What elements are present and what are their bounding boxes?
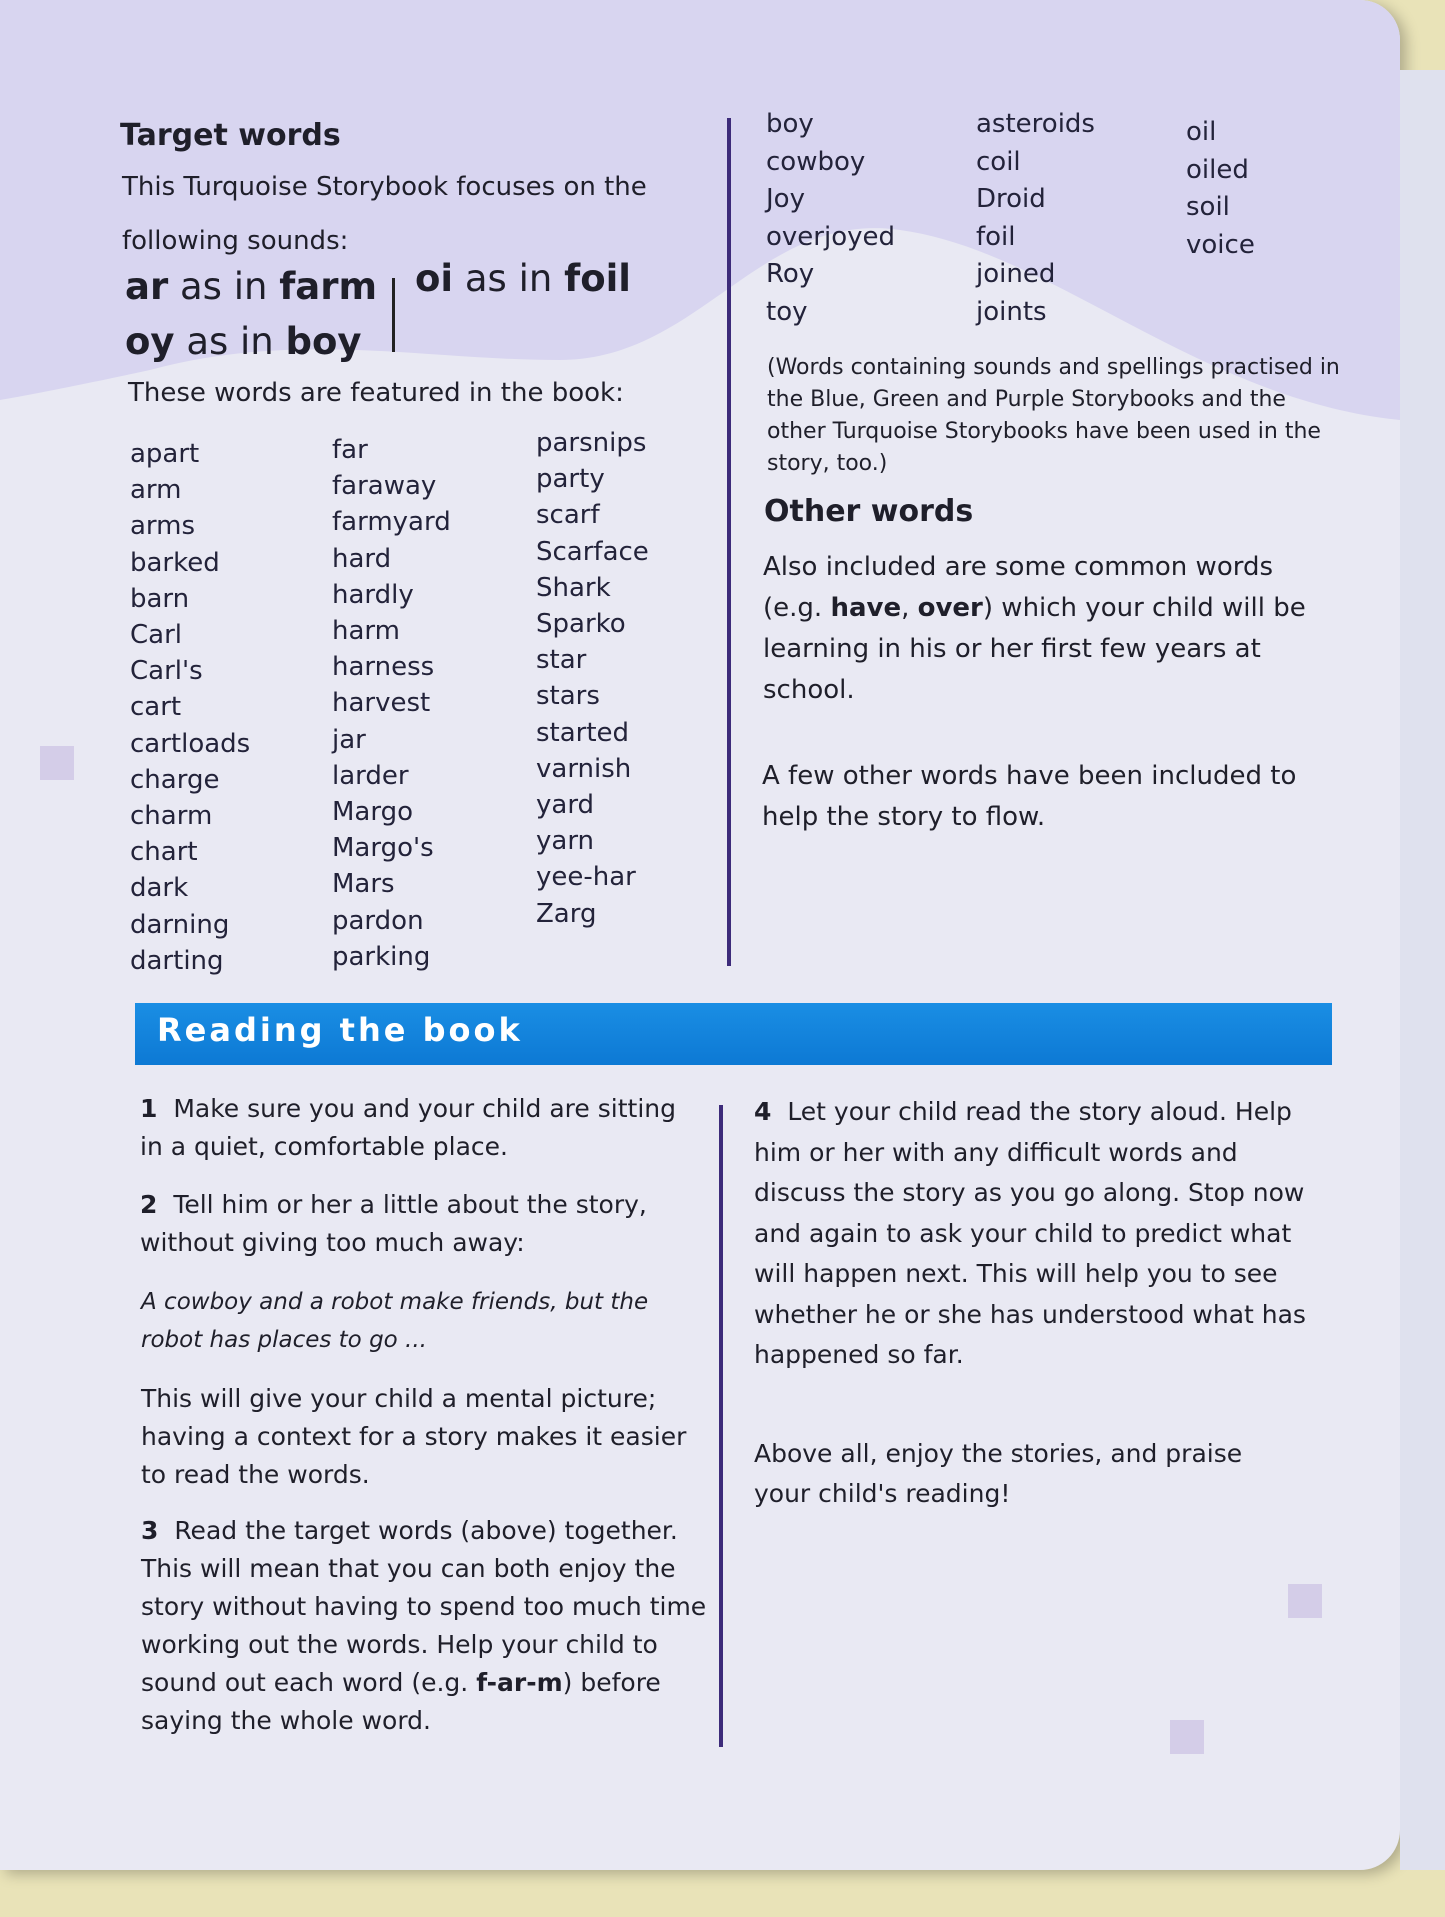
- word-item: star: [536, 645, 587, 676]
- word-item: boy: [766, 109, 814, 139]
- word-item: Carl: [130, 620, 182, 651]
- word-item: toy: [766, 296, 808, 327]
- step-4: 4 Let your child read the story aloud. Help him or her with any difficult words and discuss the story as you go along. Stop now and again to ask your child to predict what will happen next. This will help you to see whether he or she has understood what has happened so far.: [754, 1097, 1306, 1369]
- word-item: Scarface: [536, 536, 649, 567]
- word-item: Joy: [766, 184, 805, 214]
- word-item: overjoyed: [766, 221, 895, 252]
- word-list-col1: [130, 436, 250, 979]
- word-item: hard: [332, 543, 392, 574]
- other-words-paragraph: Also included are some common words (e.g. have, over) which your child will be learning in his or her first few years at school.: [763, 552, 1306, 705]
- word-item: barn: [130, 583, 190, 614]
- word-item: charge: [130, 764, 220, 795]
- word-item: charm: [130, 801, 213, 832]
- word-item: yarn: [536, 826, 595, 857]
- word-item: cartloads: [130, 728, 251, 759]
- target-words-heading: Target words: [120, 118, 341, 153]
- other-words-flow-paragraph: A few other words have been included to help the story to flow.: [762, 761, 1297, 832]
- word-item: voice: [1186, 229, 1255, 260]
- word-item: Margo's: [332, 833, 434, 864]
- sound-oi: oi as in foil: [415, 257, 631, 300]
- word-item: asteroids: [976, 109, 1095, 139]
- sound-divider: [392, 278, 395, 352]
- closing-note: Above all, enjoy the stories, and praise your child's reading!: [754, 1439, 1243, 1508]
- word-item: larder: [332, 760, 409, 791]
- word-item: faraway: [332, 471, 437, 502]
- word-item: foil: [976, 221, 1016, 252]
- word-item: parsnips: [536, 428, 647, 458]
- word-list-col6: [1186, 114, 1255, 264]
- word-item: chart: [130, 837, 198, 868]
- word-item: Droid: [976, 184, 1046, 214]
- reading-banner-title: Reading the book: [157, 1011, 523, 1049]
- sound-ar: ar as in farm: [125, 265, 378, 308]
- decorative-square: [40, 746, 74, 780]
- word-item: yee-har: [536, 862, 636, 893]
- word-item: harvest: [332, 688, 431, 719]
- target-intro: This Turquoise Storybook focuses on the following sounds:: [122, 172, 647, 256]
- word-item: barked: [130, 547, 220, 578]
- word-item: joints: [976, 296, 1047, 327]
- word-list-col2: [332, 432, 451, 975]
- step-3: 3 Read the target words (above) together. This will mean that you can both enjoy the story without having to spend too much time working out the words. Help your child to sound out each word (e.g. f-ar-m) before saying the whole word.: [141, 1516, 707, 1735]
- word-item: yard: [536, 790, 595, 821]
- column-divider-top: [727, 118, 731, 966]
- word-item: coil: [976, 146, 1021, 177]
- decorative-square: [1288, 1584, 1322, 1618]
- step-2-explanation: This will give your child a mental picture; having a context for a story makes it easier to read the words.: [141, 1384, 687, 1489]
- adjacent-page-edge: [1400, 70, 1445, 1870]
- word-item: party: [536, 464, 605, 495]
- step-2: 2 Tell him or her a little about the story, without giving too much away:: [140, 1190, 647, 1257]
- column-divider-bottom: [719, 1105, 723, 1747]
- word-item: Shark: [536, 572, 611, 603]
- word-item: jar: [332, 724, 366, 755]
- word-item: Sparko: [536, 609, 626, 640]
- word-item: dark: [130, 873, 189, 904]
- word-list-col4: [766, 106, 895, 331]
- word-item: farmyard: [332, 507, 451, 538]
- other-words-heading: Other words: [764, 494, 974, 529]
- words-note: (Words containing sounds and spellings practised in the Blue, Green and Purple Storybooks and the other Turquoise Storybooks have been used in the story, too.): [767, 355, 1340, 476]
- word-item: hardly: [332, 579, 414, 610]
- featured-words-label: These words are featured in the book:: [128, 378, 624, 408]
- word-item: Zarg: [536, 898, 597, 929]
- word-item: oiled: [1186, 154, 1249, 185]
- word-item: darting: [130, 945, 224, 976]
- word-item: scarf: [536, 500, 600, 531]
- word-item: joined: [976, 259, 1056, 289]
- word-item: harm: [332, 616, 400, 647]
- word-item: cowboy: [766, 146, 866, 177]
- decorative-square: [1170, 1720, 1204, 1754]
- reading-banner: [135, 1003, 1332, 1065]
- word-item: Mars: [332, 869, 395, 900]
- word-list-col3: [536, 425, 649, 932]
- word-item: soil: [1186, 192, 1230, 222]
- word-item: darning: [130, 909, 230, 940]
- sound-oy: oy as in boy: [125, 320, 362, 363]
- word-item: arms: [130, 511, 196, 542]
- word-item: pardon: [332, 905, 424, 936]
- word-item: far: [332, 435, 368, 465]
- word-item: Margo: [332, 797, 414, 828]
- word-item: parking: [332, 941, 431, 972]
- word-item: started: [536, 717, 630, 748]
- word-item: apart: [130, 439, 200, 469]
- story-summary: A cowboy and a robot make friends, but the robot has places to go ...: [141, 1289, 649, 1353]
- word-item: Roy: [766, 259, 815, 289]
- word-item: varnish: [536, 753, 632, 784]
- word-list-col5: [976, 106, 1095, 331]
- word-item: arm: [130, 475, 182, 506]
- word-item: harness: [332, 652, 435, 683]
- word-item: cart: [130, 692, 182, 723]
- word-item: Carl's: [130, 656, 203, 687]
- step-1: 1 Make sure you and your child are sitting in a quiet, comfortable place.: [140, 1094, 676, 1161]
- word-item: oil: [1186, 117, 1217, 147]
- word-item: stars: [536, 681, 600, 712]
